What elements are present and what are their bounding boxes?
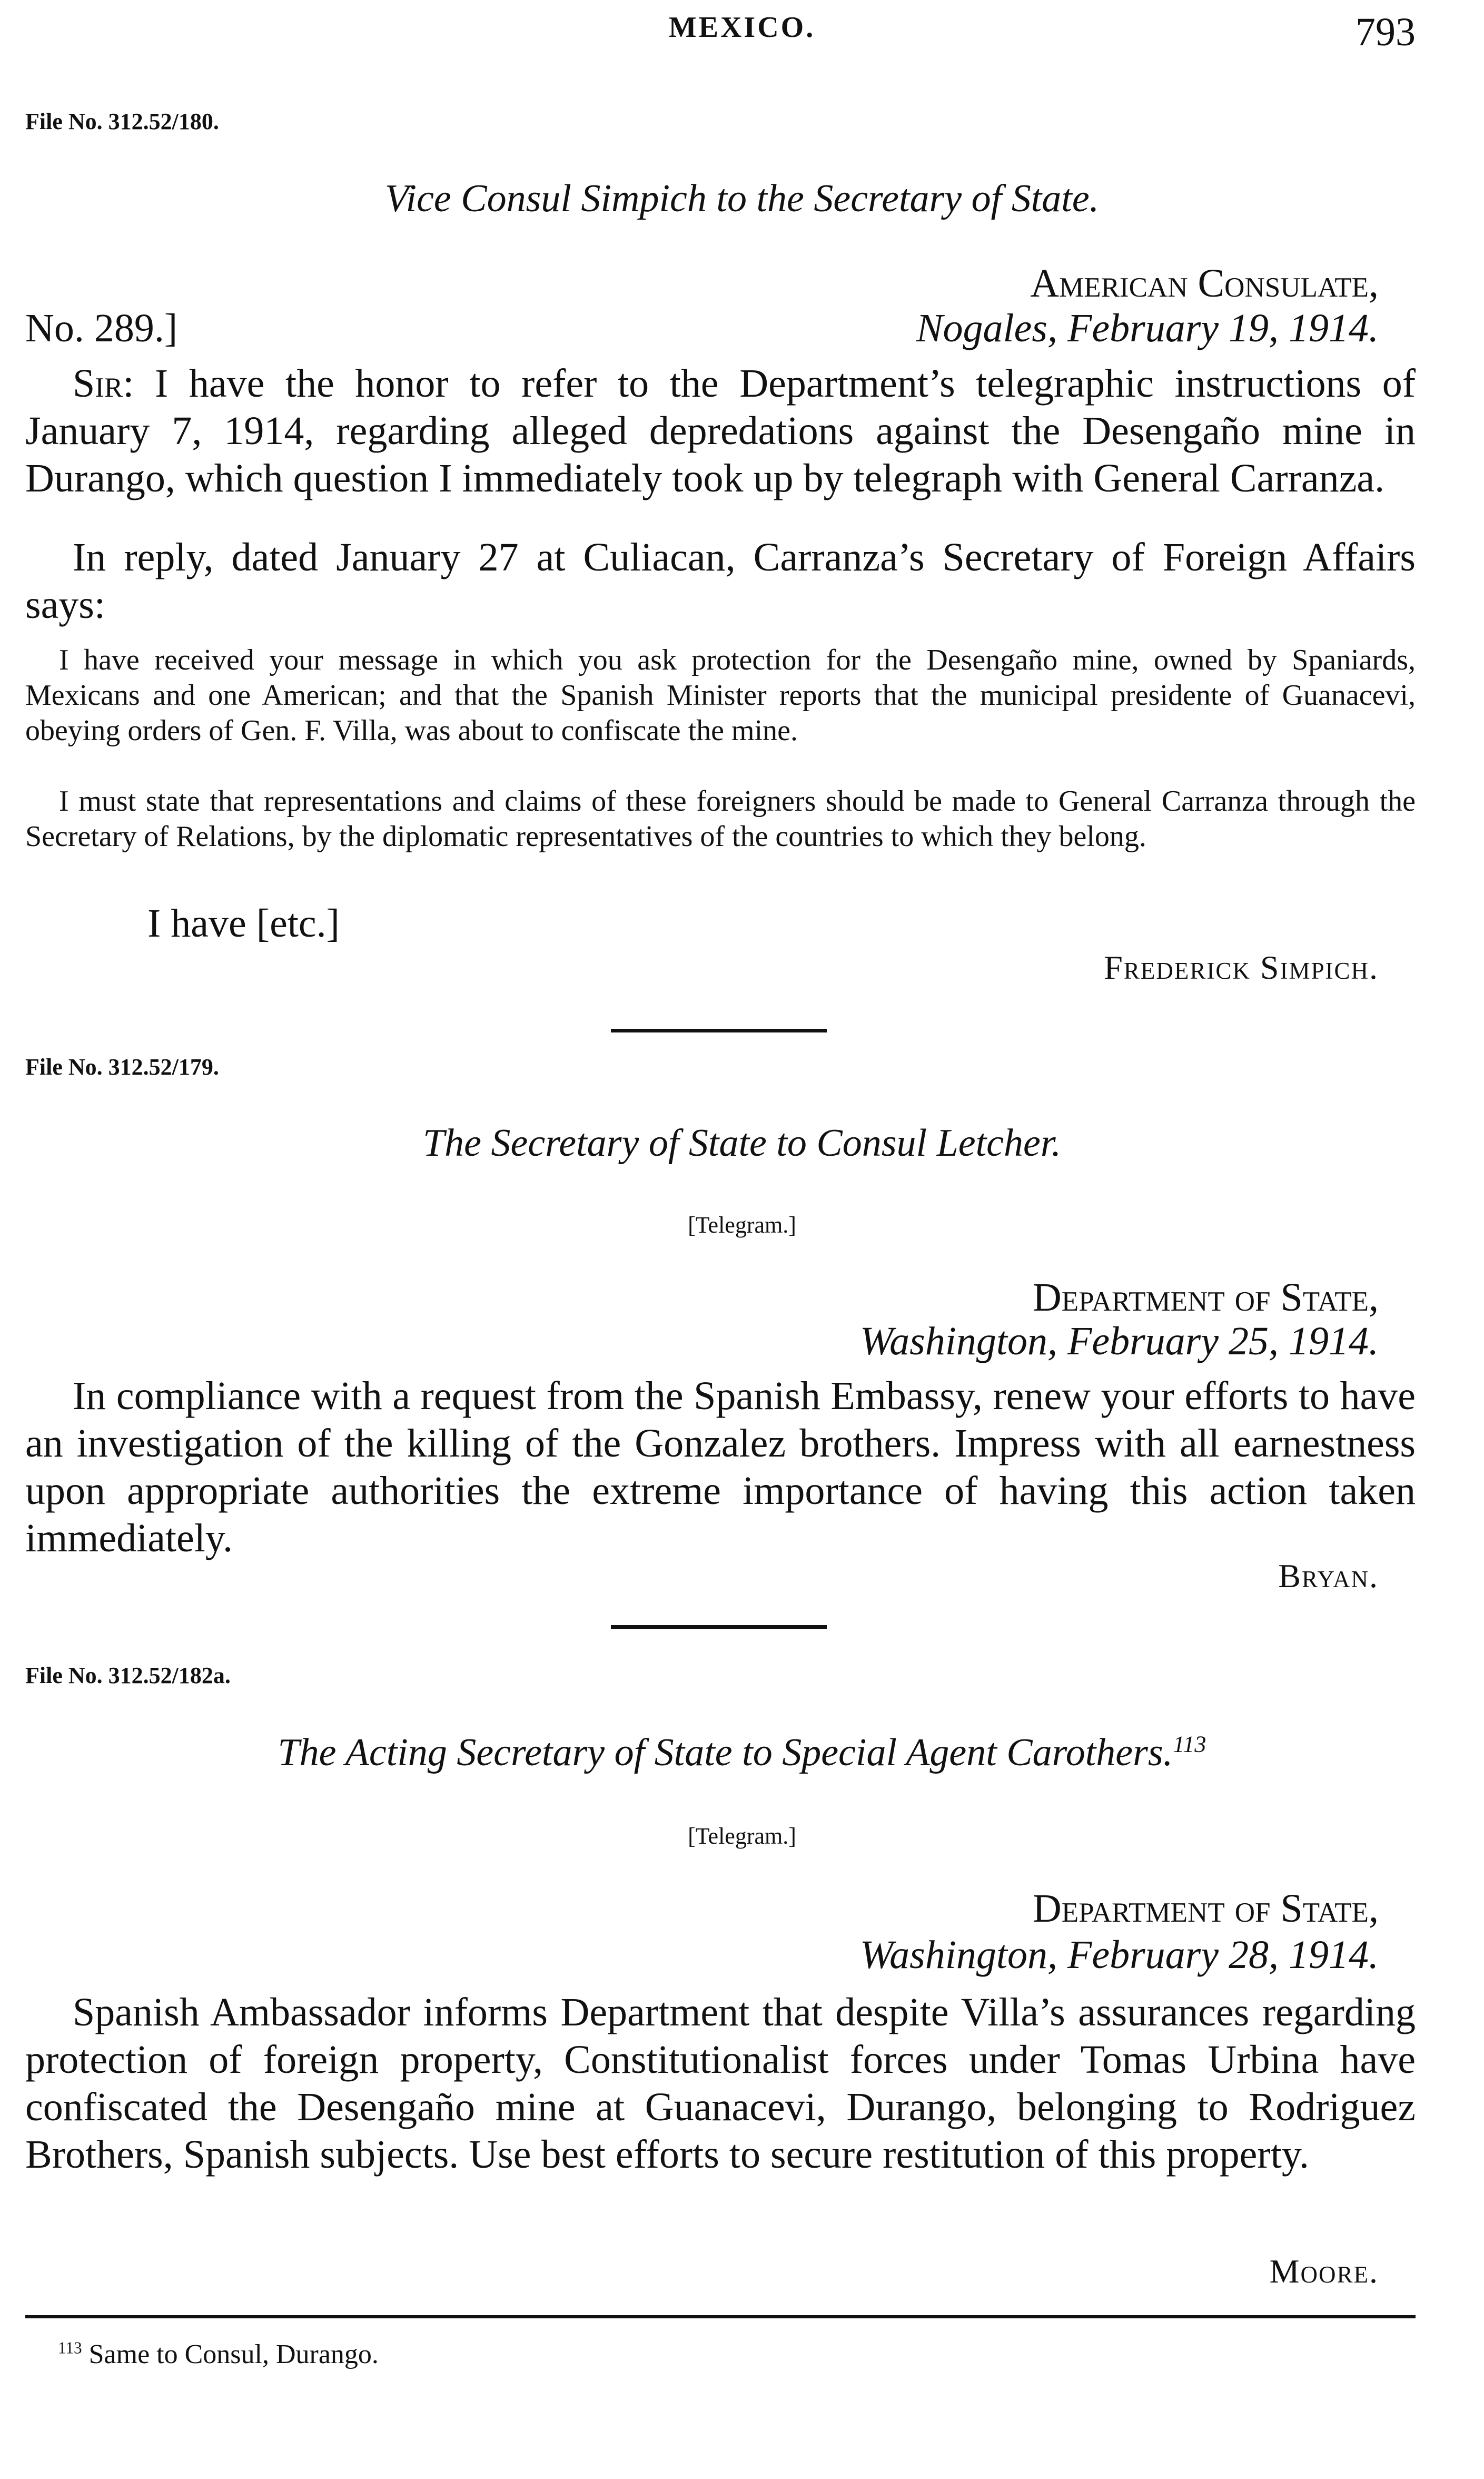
signature: Frederick Simpich. xyxy=(1104,949,1379,986)
salutation: Sir: xyxy=(73,361,134,406)
body-paragraph: Spanish Ambassador informs Department that despite Villa’s assurances regarding protection of foreign property, Constitutionalist forces under Tomas Urbina have confiscated the Desengaño mine at Guanacevi, Durango, belonging to Rodriguez Brothers, Spanish subjects. Use best efforts to secure restitution of this property. xyxy=(25,1990,1416,2177)
telegram-label: [Telegram.] xyxy=(688,1823,796,1849)
quoted-paragraph: I have received your message in which you ask protection for the Desengaño mine, owned by Spaniards, Mexicans and one American; and that the Spanish Minister reports that the municipal presidente of Guanacevi, obeying orders of Gen. F. Villa, was about to confiscate the mine. xyxy=(25,644,1416,747)
footnote-text: Same to Consul, Durango. xyxy=(88,2339,379,2369)
section-divider xyxy=(611,1029,827,1032)
document-title: The Secretary of State to Consul Letcher. xyxy=(423,1122,1061,1165)
footnote-marker: 113 xyxy=(58,2338,82,2357)
file-number: File No. 312.52/179. xyxy=(25,1054,219,1080)
file-number: File No. 312.52/182a. xyxy=(25,1662,231,1688)
address-line: Department of State, xyxy=(1032,1275,1379,1320)
paragraph-text: I have the honor to refer to the Department’s telegraphic instructions of January 7, 1914, regarding alleged depredations against the Desengaño mine in Durango, which question I immediately took up by telegraph with General Carranza. xyxy=(25,361,1416,500)
document-title xyxy=(0,1730,1484,1775)
telegram-label: [Telegram.] xyxy=(688,1212,796,1238)
signature: Moore. xyxy=(1269,2252,1379,2290)
body-paragraph xyxy=(25,360,1416,502)
section-divider xyxy=(611,1625,827,1629)
body-paragraph: In compliance with a request from the Spanish Embassy, renew your efforts to have an investigation of the killing of the Gonzalez brothers. Impress with all earnestness upon appropriate authorities the extreme importance of having this action taken immediately. xyxy=(25,1374,1416,1560)
document-number: No. 289.] xyxy=(25,306,178,350)
dateline: Washington, February 28, 1914. xyxy=(859,1933,1379,1977)
signature: Bryan. xyxy=(1278,1557,1379,1595)
file-number: File No. 312.52/180. xyxy=(25,109,219,134)
dateline: Washington, February 25, 1914. xyxy=(859,1319,1379,1363)
running-head: MEXICO. xyxy=(668,11,816,44)
page-number: 793 xyxy=(1356,10,1416,54)
footnote xyxy=(58,2339,379,2370)
document-title: Vice Consul Simpich to the Secretary of State. xyxy=(384,177,1100,220)
dateline: Nogales, February 19, 1914. xyxy=(916,306,1379,350)
address-line: Department of State, xyxy=(1032,1886,1379,1931)
quoted-paragraph: I must state that representations and claims of these foreigners should be made to General Carranza through the Secretary of Relations, by the diplomatic representatives of the countries to which they belong. xyxy=(25,785,1416,853)
address-line: American Consulate, xyxy=(1030,261,1379,306)
footnote-reference: 113 xyxy=(1173,1730,1206,1757)
closing: I have [etc.] xyxy=(147,901,340,946)
footnote-rule xyxy=(25,2315,1416,2318)
title-text: The Acting Secretary of State to Special Agent Carothers. xyxy=(278,1731,1173,1774)
body-paragraph: In reply, dated January 27 at Culiacan, Carranza’s Secretary of Foreign Affairs says: xyxy=(25,535,1416,627)
